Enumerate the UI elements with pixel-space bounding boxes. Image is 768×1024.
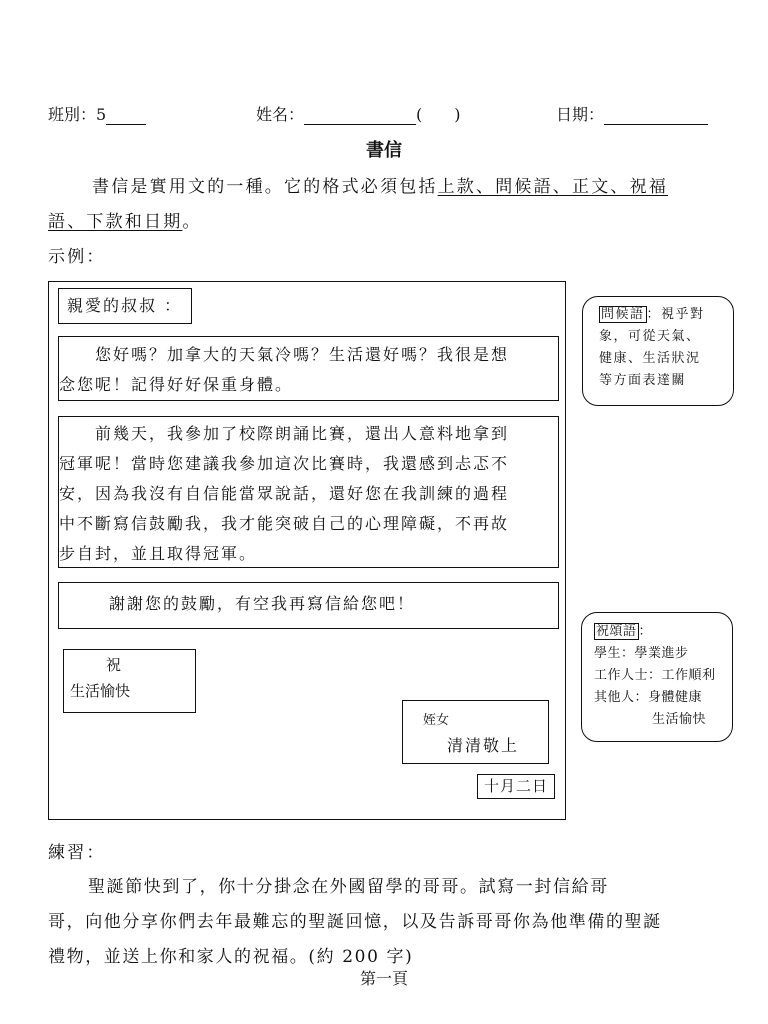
intro-underlined-1: 上款、問候語、正文、祝福 — [437, 177, 669, 197]
intro-line-1 — [48, 170, 728, 205]
greeting-line: 您好嗎？加拿大的天氣冷嗎？生活還好嗎？我很是想 — [59, 345, 510, 364]
greeting-note-line: 健康、生活狀況 — [599, 351, 701, 366]
class-field — [48, 102, 146, 125]
body-line: 冠軍呢！當時您建議我參加這次比賽時，我還感到忐忑不 — [59, 454, 510, 473]
blessing-tag: 祝頌語 — [596, 624, 637, 639]
name-field — [256, 102, 461, 125]
greeting-note-line: 等方面表達關 — [599, 373, 687, 388]
greeting-note-line: ：視乎對 — [646, 307, 705, 322]
class-label: 班別：5 — [48, 105, 107, 124]
body-line: 安，因為我沒有自信能當眾說話，還好您在我訓練的過程 — [59, 484, 510, 503]
body-line: 步自封，並且取得冠軍。 — [59, 544, 258, 563]
date-blank[interactable] — [604, 106, 708, 125]
intro-line-2 — [48, 205, 728, 240]
blessing-box — [63, 649, 196, 713]
practice-line: 禮物，並送上你和家人的祝福。(約 200 字) — [48, 947, 414, 967]
closing-text: 謝謝您的鼓勵，有空我再寫信給您吧！ — [109, 594, 416, 613]
blessing-note-colon: ： — [638, 624, 653, 639]
class-blank[interactable] — [106, 106, 146, 125]
letter-date-box — [477, 774, 555, 799]
signoff-name: 清清敬上 — [447, 736, 520, 755]
page-number: 第一頁 — [359, 969, 408, 988]
closing-box — [58, 582, 559, 629]
practice-line: 聖誕節快到了，你十分掛念在外國留學的哥哥。試寫一封信給哥 — [88, 877, 609, 897]
practice-line: 哥，向他分享你們去年最難忘的聖誕回憶，以及告訴哥哥你為他準備的聖誕 — [48, 912, 662, 932]
body-line: 中不斷寫信鼓勵我，我才能突破自己的心理障礙，不再故 — [59, 514, 510, 533]
example-label: 示例： — [48, 247, 106, 267]
greeting-line: 念您呢！記得好好保重身體。 — [59, 375, 294, 394]
name-paren: ( ) — [416, 105, 461, 124]
blessing-note-line: 工作人士：工作順利 — [594, 668, 716, 683]
practice-paragraph — [48, 870, 728, 975]
page-title: 書信 — [366, 140, 402, 161]
blessing-line-2: 生活愉快 — [70, 682, 131, 700]
letter-date: 十月二日 — [483, 777, 548, 795]
salutation-text: 親愛的叔叔 ： — [67, 296, 183, 315]
date-label: 日期： — [556, 105, 605, 124]
greeting-note-line: 象，可從天氣、 — [599, 329, 701, 344]
greeting-note — [582, 296, 734, 406]
blessing-note-line: 生活愉快 — [652, 712, 707, 727]
name-blank[interactable] — [304, 106, 416, 125]
blessing-note — [581, 612, 733, 742]
greeting-box — [58, 336, 559, 401]
signoff-box — [402, 700, 549, 764]
signoff-relation: 姪女 — [423, 713, 450, 728]
salutation-box — [58, 288, 192, 324]
intro-end: 。 — [182, 212, 202, 232]
greeting-tag: 問候語 — [601, 307, 645, 322]
blessing-note-line: 學生：學業進步 — [594, 646, 689, 661]
name-label: 姓名： — [256, 105, 305, 124]
practice-label: 練習： — [48, 843, 106, 863]
blessing-note-line: 其他人：身體健康 — [594, 690, 703, 705]
intro-text: 書信是實用文的一種。它的格式必須包括 — [92, 177, 438, 197]
blessing-line-1: 祝 — [106, 656, 122, 674]
body-line: 前幾天，我參加了校際朗誦比賽，還出人意料地拿到 — [59, 424, 510, 443]
body-box — [58, 416, 559, 568]
date-field — [556, 102, 708, 125]
intro-underlined-2: 語、下款和日期 — [48, 212, 183, 232]
intro-paragraph — [48, 170, 728, 240]
